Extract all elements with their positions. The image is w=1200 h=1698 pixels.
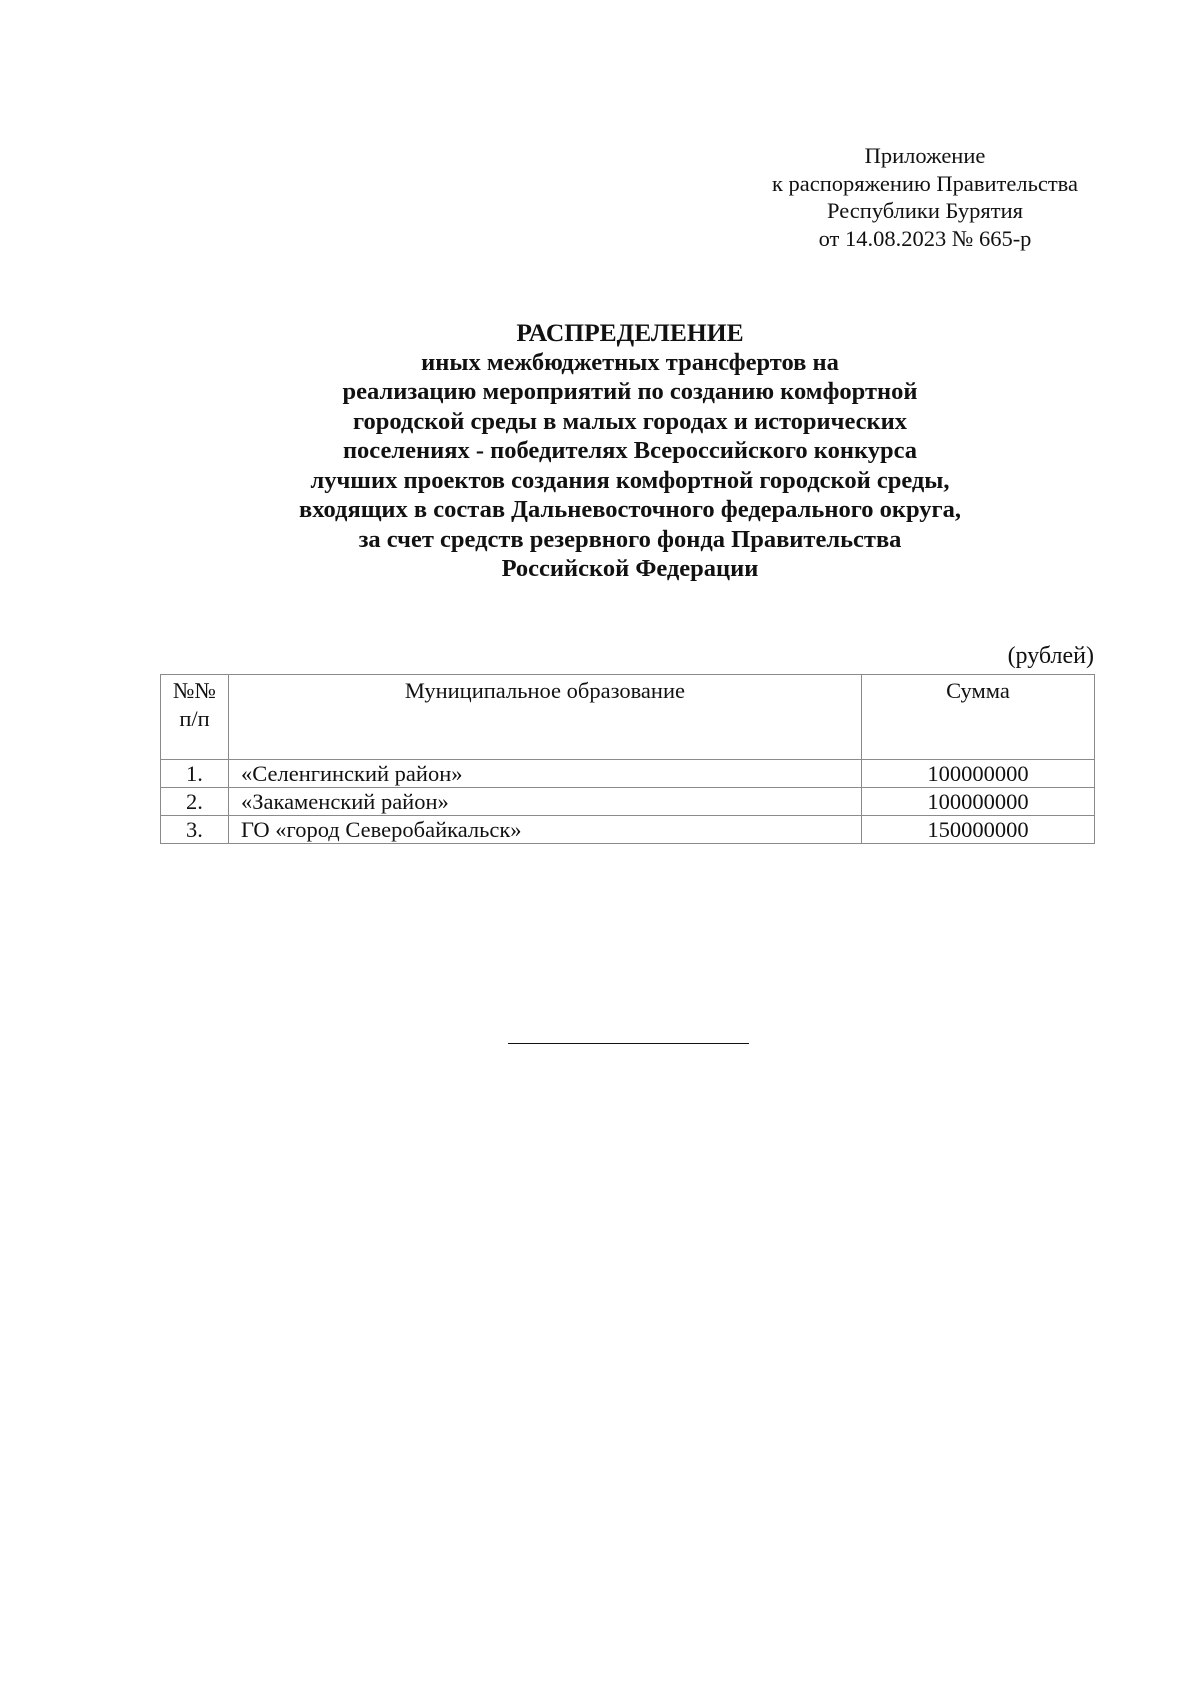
header-number-line1: №№ [173, 678, 216, 703]
row-sum: 100000000 [861, 788, 1094, 816]
appendix-header [730, 142, 1120, 252]
appendix-line: Республики Бурятия [827, 198, 1023, 223]
header-sum: Сумма [861, 675, 1094, 760]
row-municipality: «Закаменский район» [228, 788, 861, 816]
row-sum: 100000000 [861, 760, 1094, 788]
table-header-row [161, 675, 1095, 760]
row-municipality: ГО «город Северобайкальск» [228, 816, 861, 844]
row-number: 3. [161, 816, 229, 844]
distribution-table [160, 674, 1095, 844]
appendix-line: Приложение [864, 143, 986, 168]
title-line: лучших проектов создания комфортной городской среды, [310, 466, 950, 494]
table-row [161, 816, 1095, 844]
title-line: иных межбюджетных трансфертов на [421, 348, 839, 376]
appendix-line: к распоряжению Правительства [771, 170, 1078, 196]
title-line: реализацию мероприятий по созданию комфортной [342, 378, 918, 405]
header-number [161, 675, 229, 760]
title-line: входящих в состав Дальневосточного федерального округа, [298, 496, 962, 523]
document-title [150, 318, 1110, 584]
closing-divider [508, 1043, 749, 1044]
appendix-line: от 14.08.2023 № 665-р [818, 225, 1032, 251]
row-sum: 150000000 [861, 816, 1094, 844]
title-line: Российской Федерации [501, 555, 759, 582]
header-municipality: Муниципальное образование [228, 675, 861, 760]
title-line: за счет средств резервного фонда Правительства [358, 525, 902, 553]
row-number: 2. [161, 788, 229, 816]
table-row [161, 788, 1095, 816]
header-number-line2: п/п [179, 706, 210, 731]
table-row [161, 760, 1095, 788]
units-label: (рублей) [1007, 643, 1094, 669]
title-line: городской среды в малых городах и исторических [352, 407, 907, 435]
row-municipality: «Селенгинский район» [228, 760, 861, 788]
row-number: 1. [161, 760, 229, 788]
page-title: РАСПРЕДЕЛЕНИЕ [516, 318, 744, 347]
title-line: поселениях - победителях Всероссийского конкурса [342, 437, 918, 464]
